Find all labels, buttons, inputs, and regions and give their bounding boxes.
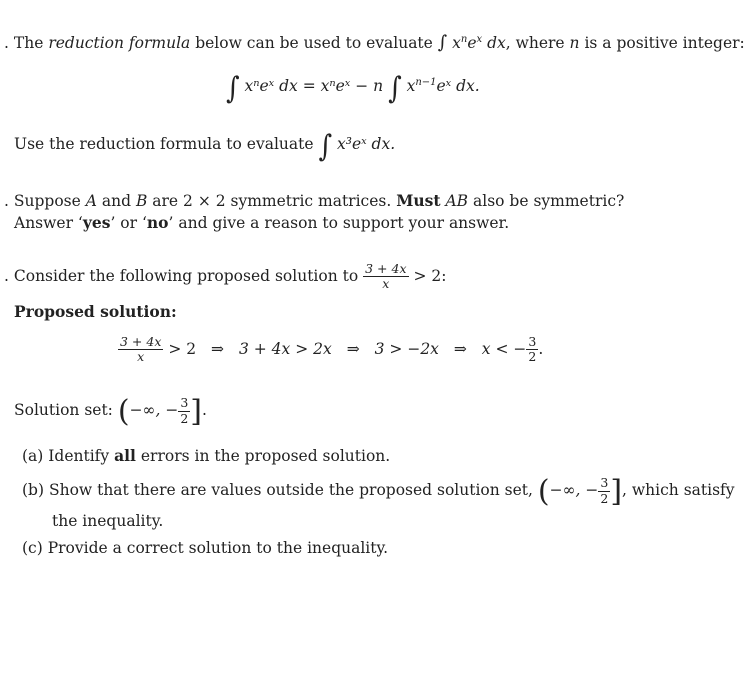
- q1-reduction-formula: [226, 71, 480, 107]
- part-a-label: (a): [22, 447, 44, 465]
- implies-arrow: ⇒: [346, 339, 360, 358]
- q1-reduction-formula-term: reduction formula: [48, 34, 191, 52]
- solution-set-fraction: $\frac{3}{2}$: [180, 395, 189, 426]
- part-c-text: Provide a correct solution to the inequality.: [47, 539, 389, 557]
- step1-tail: > 2: [168, 339, 197, 358]
- part-b-label: (b): [22, 481, 45, 499]
- solution-set-period: .: [201, 401, 207, 419]
- formula-rhs-exp: n−1: [415, 76, 437, 88]
- formula-lhs: xⁿeˣ dx = xⁿeˣ − n: [244, 77, 384, 95]
- step1-fraction: $\frac{3 + 4x}{x}$: [120, 334, 162, 365]
- q1-evaluate-text: Use the reduction formula to evaluate: [14, 135, 314, 153]
- part-b-tail: , which satisfy: [622, 481, 735, 499]
- part-a-bold: all: [114, 446, 136, 465]
- q1-var-n: n: [569, 34, 580, 52]
- implies-arrow: ⇒: [453, 339, 467, 358]
- open-paren: (: [117, 394, 130, 429]
- matrix-ab: AB: [445, 192, 469, 210]
- close-bracket: ]: [190, 394, 202, 429]
- part-c-label: (c): [22, 539, 43, 557]
- q1-evaluate-expr: x³eˣ dx.: [336, 135, 396, 153]
- matrix-b: B: [135, 192, 148, 210]
- proposed-solution-steps: [118, 335, 543, 365]
- q2-answer-b: ’ or ‘: [110, 214, 147, 232]
- integral-sign: ∫: [388, 71, 402, 107]
- q2-no: no: [146, 213, 169, 232]
- formula-rhs-tail: eˣ dx.: [436, 77, 480, 95]
- part-b: [22, 474, 735, 509]
- q2-text-c: also be symmetric?: [473, 192, 625, 210]
- formula-rhs-base: x: [406, 77, 416, 95]
- q3-number: .: [4, 266, 9, 285]
- part-a: [22, 446, 390, 465]
- q1-line1: [4, 32, 745, 53]
- step4-period: .: [538, 339, 544, 358]
- integral-sign: ∫: [226, 71, 240, 107]
- part-b-fraction: $\frac{3}{2}$: [600, 475, 609, 506]
- q1-text-a: The: [13, 34, 44, 52]
- q2-number: .: [4, 192, 9, 210]
- matrix-a: A: [85, 192, 97, 210]
- q2-text-b: are 2 × 2 symmetric matrices.: [152, 192, 392, 210]
- part-a-post: errors in the proposed solution.: [140, 447, 391, 465]
- close-bracket: ]: [610, 474, 623, 509]
- q1-number: .: [4, 34, 9, 52]
- implies-arrow: ⇒: [211, 339, 225, 358]
- q3-intro-tail: > 2:: [413, 266, 447, 285]
- part-c: [22, 539, 388, 557]
- part-b-line2: the inequality.: [52, 512, 164, 530]
- q2-text-and: and: [101, 192, 132, 210]
- q2-answer-a: Answer ‘: [14, 214, 83, 232]
- solution-set: [14, 394, 207, 429]
- q3-intro: [4, 262, 446, 292]
- q2-text-a: Suppose: [13, 192, 81, 210]
- step4-fraction: $\frac{3}{2}$: [528, 334, 537, 365]
- q3-intro-text: Consider the following proposed solution to: [13, 266, 359, 285]
- q1-text-b: below can be used to evaluate: [195, 34, 433, 52]
- proposed-solution-label: Proposed solution:: [14, 302, 177, 321]
- step2: 3 + 4x > 2x: [238, 339, 332, 358]
- open-paren: (: [537, 474, 550, 509]
- solution-set-inner: −∞, −: [129, 401, 179, 419]
- integral-sign: ∫: [318, 129, 333, 165]
- q2-must: Must: [396, 191, 441, 210]
- part-b-text: Show that there are values outside the proposed solution set,: [48, 481, 533, 499]
- solution-set-label: Solution set:: [14, 401, 113, 419]
- q2-line2: [14, 213, 509, 232]
- q3-fraction: $\frac{3 + 4x}{x}$: [365, 261, 407, 292]
- step3: 3 > −2x: [374, 339, 439, 358]
- step4: x < −: [481, 339, 527, 358]
- part-b-set-inner: −∞, −: [549, 481, 599, 499]
- q1-line2: [14, 129, 396, 165]
- q1-text-d: is a positive integer:: [584, 34, 745, 52]
- part-a-pre: Identify: [48, 447, 110, 465]
- q1-text-c: , where: [505, 34, 565, 52]
- q1-inline-integral: ∫ $x^ne^x$ dx: [437, 32, 506, 53]
- q2-yes: yes: [82, 213, 111, 232]
- q2-line1: [4, 191, 624, 210]
- q2-answer-c: ’ and give a reason to support your answer.: [168, 214, 510, 232]
